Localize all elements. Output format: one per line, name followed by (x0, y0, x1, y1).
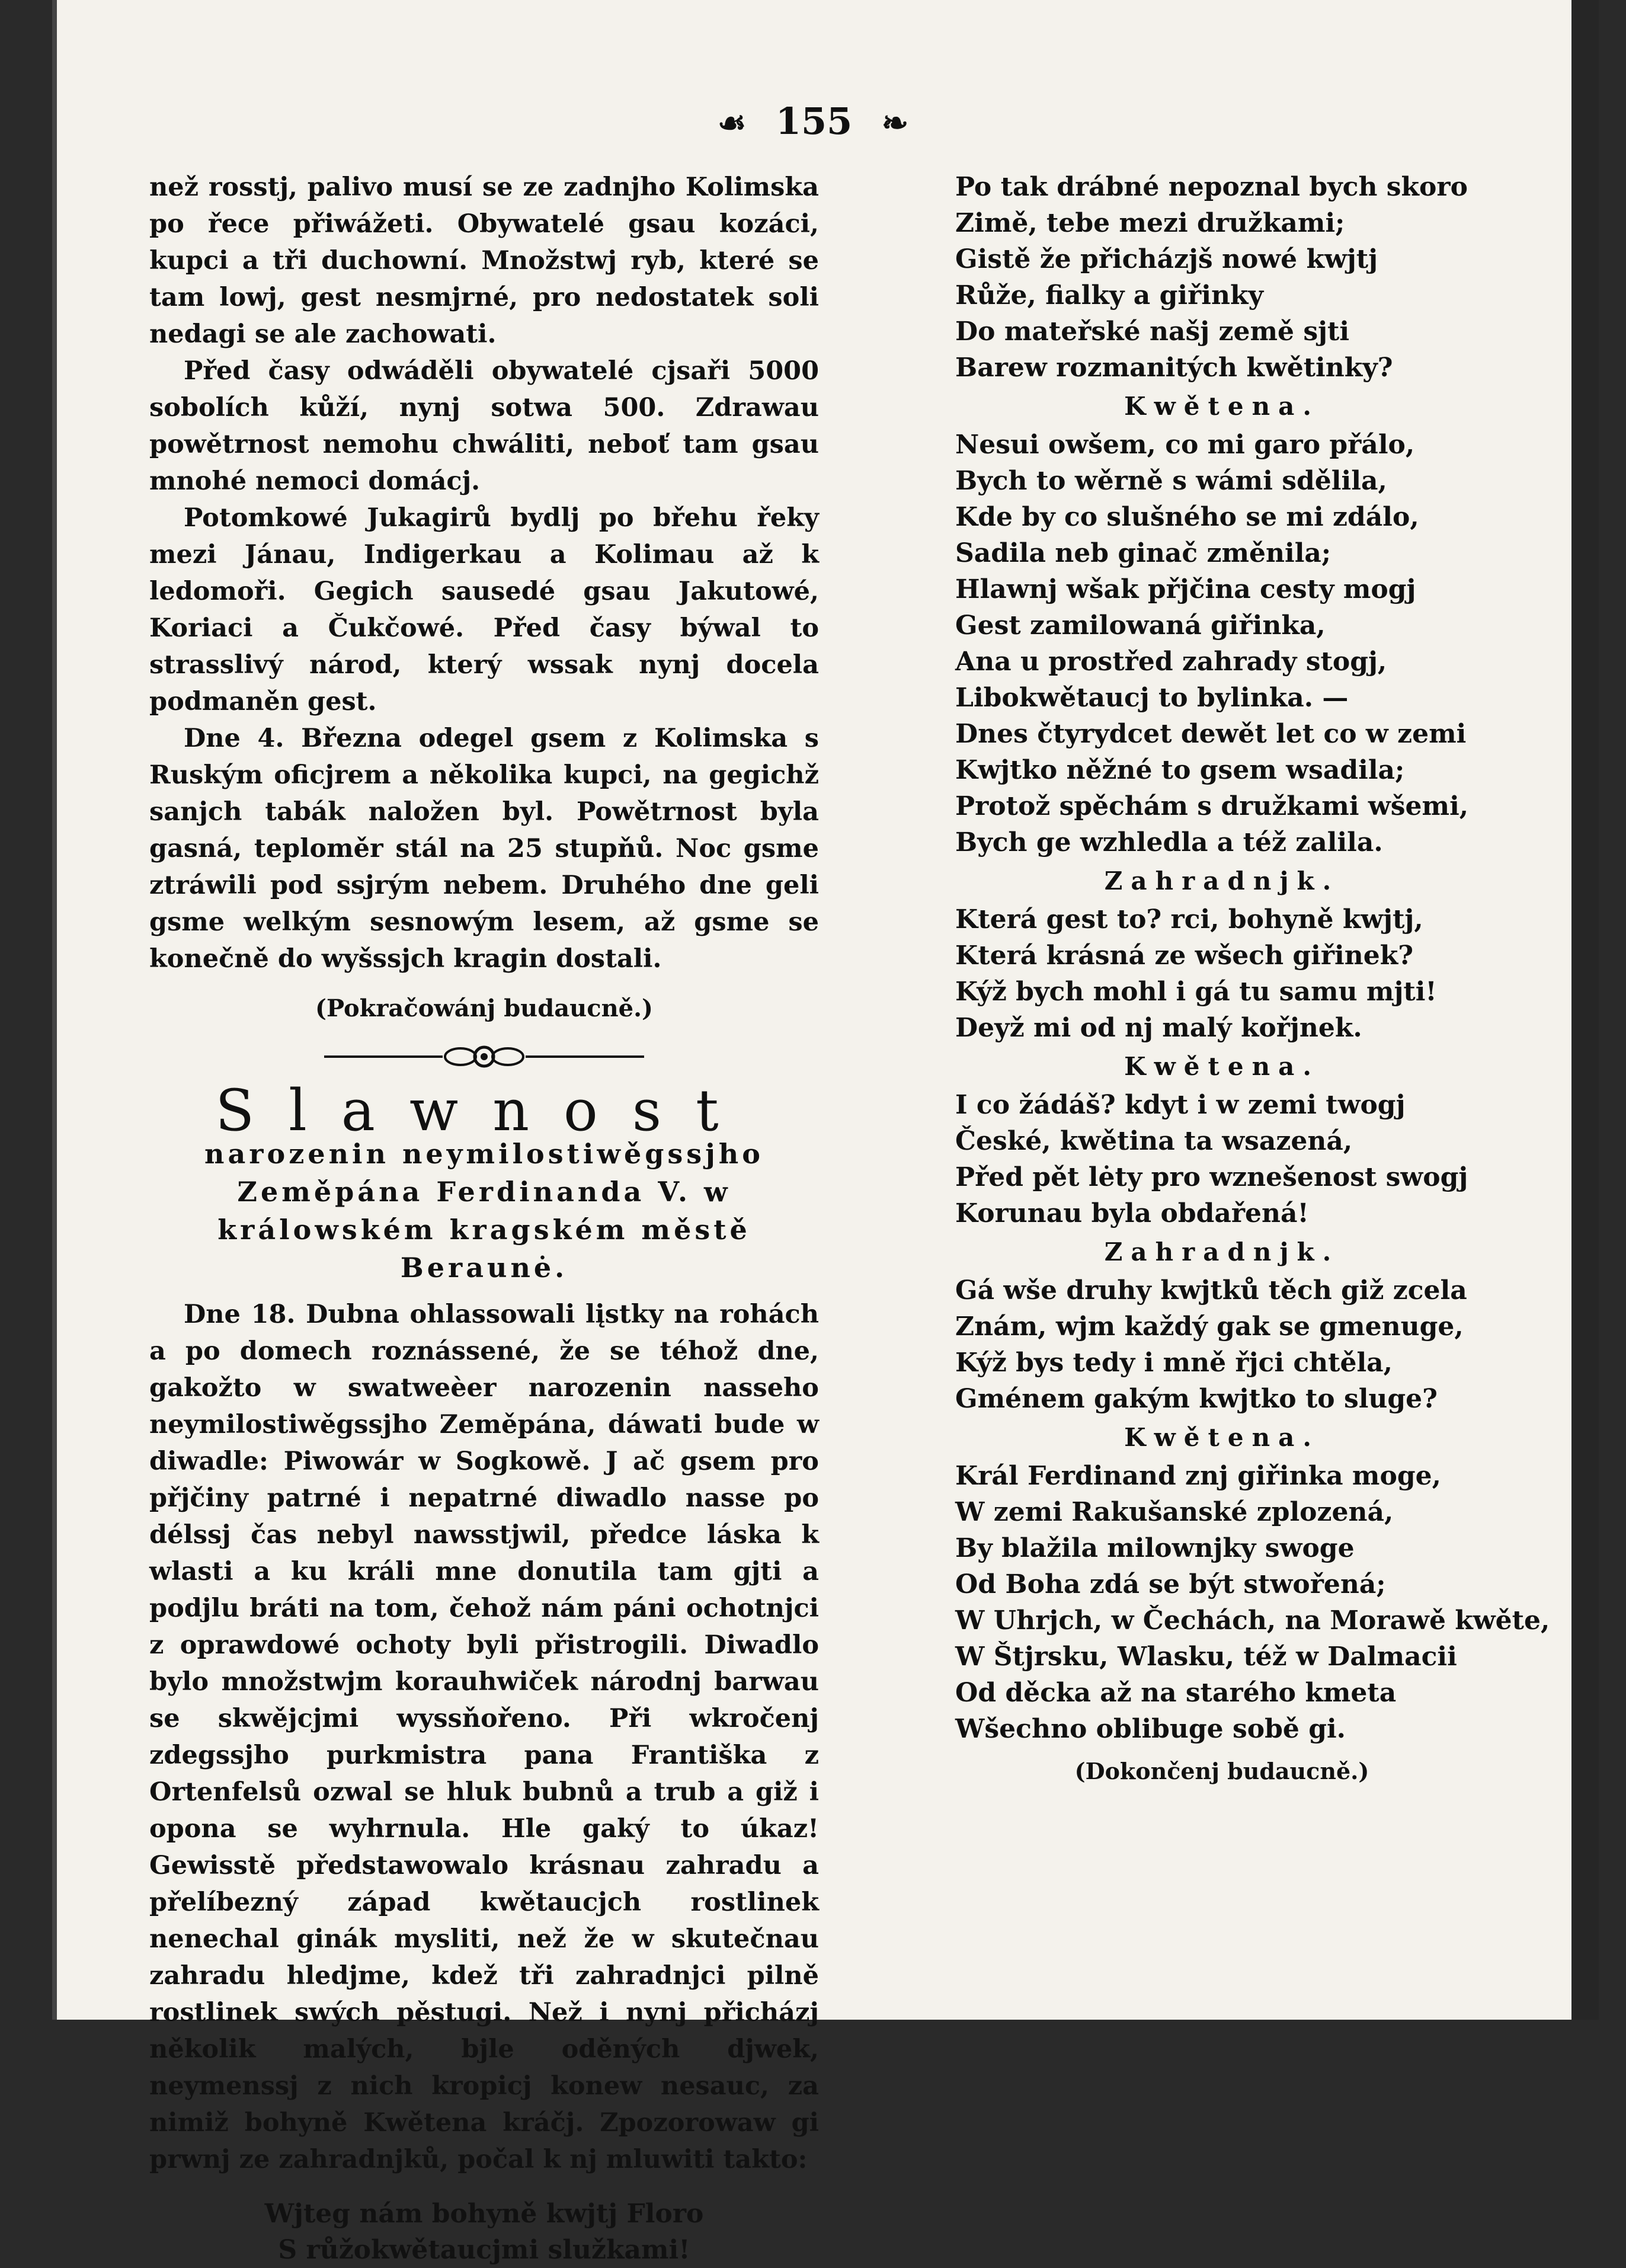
verse-line: W Uhrjch, w Čechách, na Morawě kwěte, (955, 1605, 1550, 1636)
verse-line: Gménem gakým kwjtko to sluge? (955, 1384, 1438, 1414)
verse-line: By blažila milownjky swoge (955, 1533, 1355, 1563)
stanza (955, 1272, 1489, 1417)
paragraph: než rosstj, palivo musí se ze zadnjho Kolimska po řece přiwážeti. Obywatelé gsau kozáci, kupci a tři duchowní. Množstwj ryb, které se tam lowj, gest nesmjrné, pro nedostatek soli nedagi se ale zachowati. (149, 172, 819, 349)
verse-line: Hlawnj wšak přjčina cesty mogj (955, 574, 1416, 604)
verse-line: Barew rozmanitých kwětinky? (955, 353, 1393, 383)
verse-line: Korunau byla obdařená! (955, 1198, 1309, 1229)
verse-line: Zimě, tebe mezi družkami; (955, 208, 1345, 238)
paragraph: Dne 4. Března odegel gsem z Kolimska s Ruským oficjrem a několika kupci, na gegichž sanjch tabák naložen byl. Powětrnost byla gasná, teploměr stál na 25 stupňů. Noc gsme ztráwili pod ssjrým nebem. Druhého dne geli gsme welkým sesnowým lesem, až gsme se konečně do wyšssjch kragin dostali. (149, 724, 819, 974)
verse-line: Která gest to? rci, bohyně kwjtj, (955, 904, 1423, 935)
verse-line: Bych ge wzhledla a též zalila. (955, 827, 1383, 858)
verse-line: Gest zamilowaná giřinka, (955, 610, 1326, 641)
ornament-left-icon: ☙ (717, 104, 747, 142)
speaker-heading: Kwětena. (1124, 1423, 1320, 1452)
speaker-heading: Zahradnjk. (1104, 866, 1340, 895)
stanza (955, 1087, 1489, 1231)
verse-line: Král Ferdinand znj giřinka moge, (955, 1461, 1441, 1491)
paragraph: Před časy odwáděli obywatelé cjsaři 5000 sobolích kůží, nynj sotwa 500. Zdrawau powětrnost nemohu chwáliti, neboť tam gsau mnohé nemoci domácj. (149, 356, 819, 496)
verse-line: Bych to wěrně s wámi sdělila, (955, 466, 1387, 496)
speaker-heading: Kwětena. (1124, 392, 1320, 421)
verse-line: I co žádáš? kdyt i w zemi twogj (955, 1090, 1406, 1120)
verse (149, 2196, 819, 2268)
continued-note: (Dokončenj budaucně.) (1074, 1758, 1369, 1784)
verse-line: Kýž bys tedy i mně řjci chtěla, (955, 1348, 1393, 1378)
continued-note: (Pokračowánj budaucně.) (315, 994, 653, 1022)
verse-line: Do mateřské našj země sjti (955, 316, 1350, 347)
stanza (955, 427, 1489, 861)
verse-line: Gá wše druhy kwjtků těch giž zcela (955, 1275, 1467, 1306)
stanza (955, 901, 1489, 1046)
verse-line: Libokwětaucj to bylinka. — (955, 683, 1349, 713)
verse-line: České, kwětina ta wsazená, (955, 1126, 1353, 1156)
verse-line: Kwjtko něžné to gsem wsadila; (955, 755, 1405, 785)
verse-line: Po tak drábné nepoznal bych skoro (955, 172, 1468, 202)
verse-line: Která krásná ze wšech giřinek? (955, 941, 1414, 971)
speaker-heading: Kwětena. (1124, 1052, 1320, 1081)
article-paragraph: Dne 18. Dubna ohlassowali lįstky na rohách a po domech roznássené, že se téhož dne, gakožto w swatweèer narozenin nasseho neymilostiwěgssjho Zeměpána, dáwati bude w diwadle: Piwowár w Sogkowě. J ač gsem pro přjčiny patrné i nepatrné diwadlo nasse po délssj čas nebyl nawsstjwil, předce láska k wlasti a ku králi mne donutila tam gjti a podjlu bráti na tom, čehož nám páni ochotnjci z oprawdowé ochoty byli přistrogili. Diwadlo bylo množstwjm korauhwiček národnj barwau se skwějcjmi wyssňořeno. Při wkročenj zdegssjho purkmistra pana Františka z Ortenfelsů ozwal se hluk bubnů a trub a giž i opona se wyhrnula. Hle gaký to úkaz! Gewisstě předstawowalo krásnau zahradu a přelíbezný západ kwětaucjch rostlinek nenechal ginák mysliti, než že w skutečnau zahradu hledjme, kdež tři zahradnjci pilně rostlinek swých pěstugi. Než i nynj přicházj několik malých, bjle oděných djwek, neymenssj z nich kropicj konew nesauc, za nimiž bohyně Kwětena kráčj. Zpozorowaw gi prwnj ze zahradnjků, počal k nj mluwiti takto: (149, 1300, 819, 2174)
verse-line: Před pět lėty pro wznešenost swogj (955, 1162, 1468, 1192)
page-number: 155 (775, 100, 853, 143)
right-column (955, 169, 1550, 1789)
stanza (955, 1458, 1550, 1747)
verse-line: Od děcka až na starého kmeta (955, 1678, 1397, 1708)
article-title: Slawnost (215, 1077, 753, 1144)
verse-line: Wšechno oblibuge sobě gi. (955, 1714, 1346, 1744)
scan-edge (1571, 0, 1599, 2020)
article-subtitle: narozenin neymilostiwěgssjho Zeměpána Ferdinanda V. w králowském kragském městě Beraunė. (204, 1138, 764, 1284)
speaker-heading: Zahradnjk. (1104, 1237, 1340, 1266)
verse-line: Růže, fialky a giřinky (955, 280, 1264, 311)
verse-line: W Štjrsku, Wlasku, též w Dalmacii (955, 1642, 1457, 1672)
verse-line: Kde by co slušného se mi zdálo, (955, 502, 1419, 532)
verse-line: Dnes čtyrydcet dewět let co w zemi (955, 719, 1467, 749)
verse-line: Nesui owšem, co mi garo přálo, (955, 430, 1415, 460)
verse-line: S růžokwětaucjmi služkami! (278, 2235, 690, 2265)
verse-line: Gistě že přicházjš nowé kwjtj (955, 244, 1378, 274)
paragraph: Potomkowé Jukagirů bydlj po břehu řeky mezi Jánau, Indigerkau a Kolimau až k ledomoři. Gegich sausedé gsau Jakutowé, Koriaci a Čukčowé. Před časy býwal to strasslivý národ, který wssak nynj docela podmaněn gest. (149, 503, 819, 716)
verse-line: Ana u prostřed zahrady stogj, (955, 647, 1387, 677)
verse-line: Deyž mi od nj malý kořjnek. (955, 1013, 1362, 1043)
verse-line: Od Boha zdá se být stwořená; (955, 1569, 1386, 1600)
verse-line: Protož spěchám s družkami wšemi, (955, 791, 1469, 821)
stanza (955, 169, 1489, 386)
ornament-right-icon: ❧ (881, 104, 909, 142)
ornamental-divider-icon (318, 1039, 650, 1074)
verse-line: Wjteg nám bohyně kwjtj Floro (264, 2199, 704, 2229)
verse-line: Znám, wjm každý gak se gmenuge, (955, 1311, 1464, 1342)
page-header (0, 100, 1626, 143)
verse-line: W zemi Rakušanské zplozená, (955, 1497, 1394, 1527)
verse-line: Kýž bych mohl i gá tu samu mjti! (955, 977, 1437, 1007)
verse-line: Sadila neb ginač změnila; (955, 538, 1331, 568)
left-column (149, 169, 819, 2268)
